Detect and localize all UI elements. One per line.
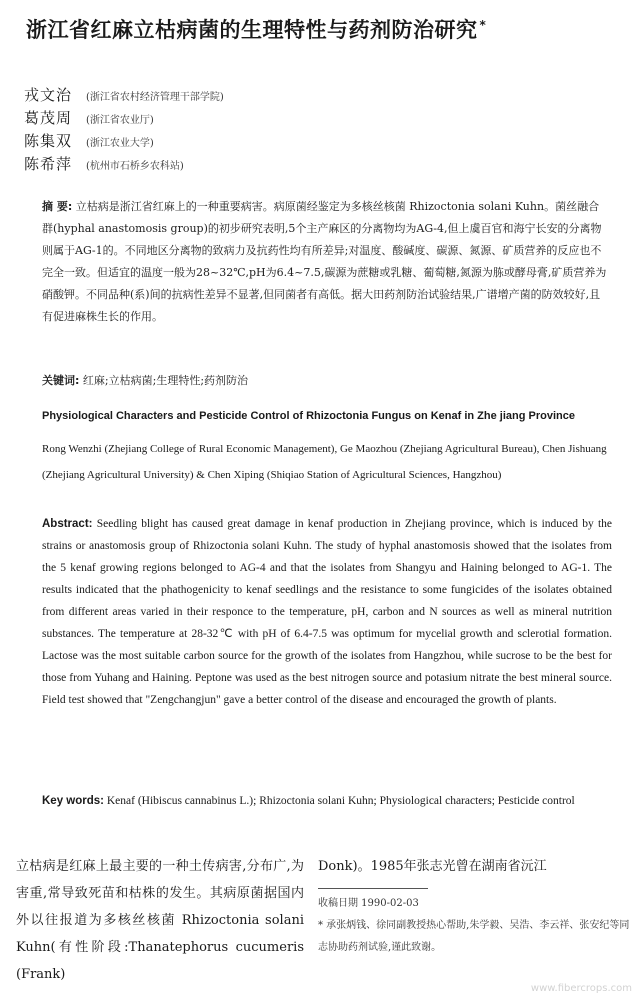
chinese-abstract [42,196,608,328]
author-affiliation: (浙江省农村经济管理干部学院) [86,92,224,103]
acknowledgement-footnote: * 承张炳钱、徐同副教授热心帮助,朱学毅、吴浩、李云祥、张安纪等同志协助药剂试验,谨此致谢。 [318,920,630,953]
body-column-right [318,853,630,959]
english-keywords [42,790,612,812]
footnote-block [318,888,630,959]
author-row [24,107,444,130]
body-column-left: 立枯病是红麻上最主要的一种土传病害,分布广,为害重,常导致死苗和枯株的发生。其病原菌据国内外以往报道为多核丝核菌 Rhizoctonia solani Kuhn(有性阶段:Thanatephorus cucumeris (Frank) [16,859,304,982]
english-abstract-text: Seedling blight has caused great damage in kenaf production in Zhejiang province, which is induced by the strains or anastomosis group of Rhizoctonia solani Kuhn. The study of hyphal anastomosis showed that the isolates from the 5 kenaf growing regions belonged to AG-4 and that the isolates from Shangyu and Haining belonged to AG-1. The results indicated that the phathogenicity to kenaf seedlings and the resistance to some fungicides of the isolates obtained from different areas varied in their responce to the temperature, pH, carbon and N sources as well as mineral nutrition substances. The temperature at 28-32℃ with pH of 6.4-7.5 was optimum for mycelial growth and sclerotial formation. Lactose was the most suitable carbon source for the growth of the isolates from Hangzhou, while sucrose to be the best for those from Yuhang and Haining. Peptone was used as the best nitrogen source and potasium nitrate the best mineral source. Field test showed that "Zengchangjun" gave a better control of the disease and encouraged the growth of plants. [42,518,613,706]
author-name: 陈集双 [24,132,73,150]
title-footnote-mark: * [479,18,487,32]
received-date: 收稿日期 1990-02-03 [318,898,419,909]
english-abstract [42,513,612,711]
footnote-rule [318,888,428,889]
author-affiliation: (杭州市石桥乡农科站) [86,161,184,172]
title-text: 浙江省红麻立枯病菌的生理特性与药剂防治研究 [26,18,478,42]
english-keywords-text: Kenaf (Hibiscus cannabinus L.); Rhizoctonia solani Kuhn; Physiological characters; Pesticide control [106,795,575,807]
author-row [24,130,444,153]
watermark: www.fibercrops.com [530,983,632,994]
chinese-abstract-text: 立枯病是浙江省红麻上的一种重要病害。病原菌经鉴定为多核丝核菌 Rhizoctonia solani Kuhn。菌丝融合群(hyphal anastomosis group)的初步研究表明,5个主产麻区的分离物均为AG-4,但上虞百官和海宁长安的分离物则属于AG-1的。不同地区分离物的致病力及抗药性均有所差异;对温度、酸碱度、碳源、氮源、矿质营养的反应也不完全一致。但适宜的温度一般为28~32℃,pH为6.4~7.5,碳源为蔗糖或乳糖、葡萄糖,氮源为胨或酵母膏,矿质营养为硝酸钾。不同品种(系)间的抗病性差异不显著,但同菌者有高低。据大田药剂防治试验结果,广谱增产菌的防效较好,且有促进麻株生长的作用。 [42,200,607,323]
english-title: Physiological Characters and Pesticide Control of Rhizoctonia Fungus on Kenaf in Zhe jiang Province [42,410,575,422]
author-row [24,84,444,107]
english-authors: Rong Wenzhi (Zhejiang College of Rural Economic Management), Ge Maozhou (Zhejiang Agricultural Bureau), Chen Jishuang (Zhejiang Agricultural University) & Chen Xiping (Shiqiao Station of Agricultural Sciences, Hangzhou) [42,443,607,481]
author-name: 葛茂周 [24,109,73,127]
author-row [24,153,444,176]
body-right-text: Donk)。1985年张志光曾在湖南省沅江 [318,859,547,874]
chinese-keywords-label: 关键词: [42,374,80,387]
paper-title [26,14,626,44]
author-name: 戎文治 [24,86,73,104]
author-list [24,84,444,176]
chinese-abstract-label: 摘 要: [42,200,73,213]
english-abstract-label: Abstract: [42,518,93,530]
author-affiliation: (浙江农业大学) [86,138,154,149]
chinese-keywords-text: 红麻;立枯病菌;生理特性;药剂防治 [82,374,249,387]
author-affiliation: (浙江省农业厅) [86,115,154,126]
chinese-keywords [42,372,608,388]
english-keywords-label: Key words: [42,795,104,807]
author-name: 陈希萍 [24,155,73,173]
